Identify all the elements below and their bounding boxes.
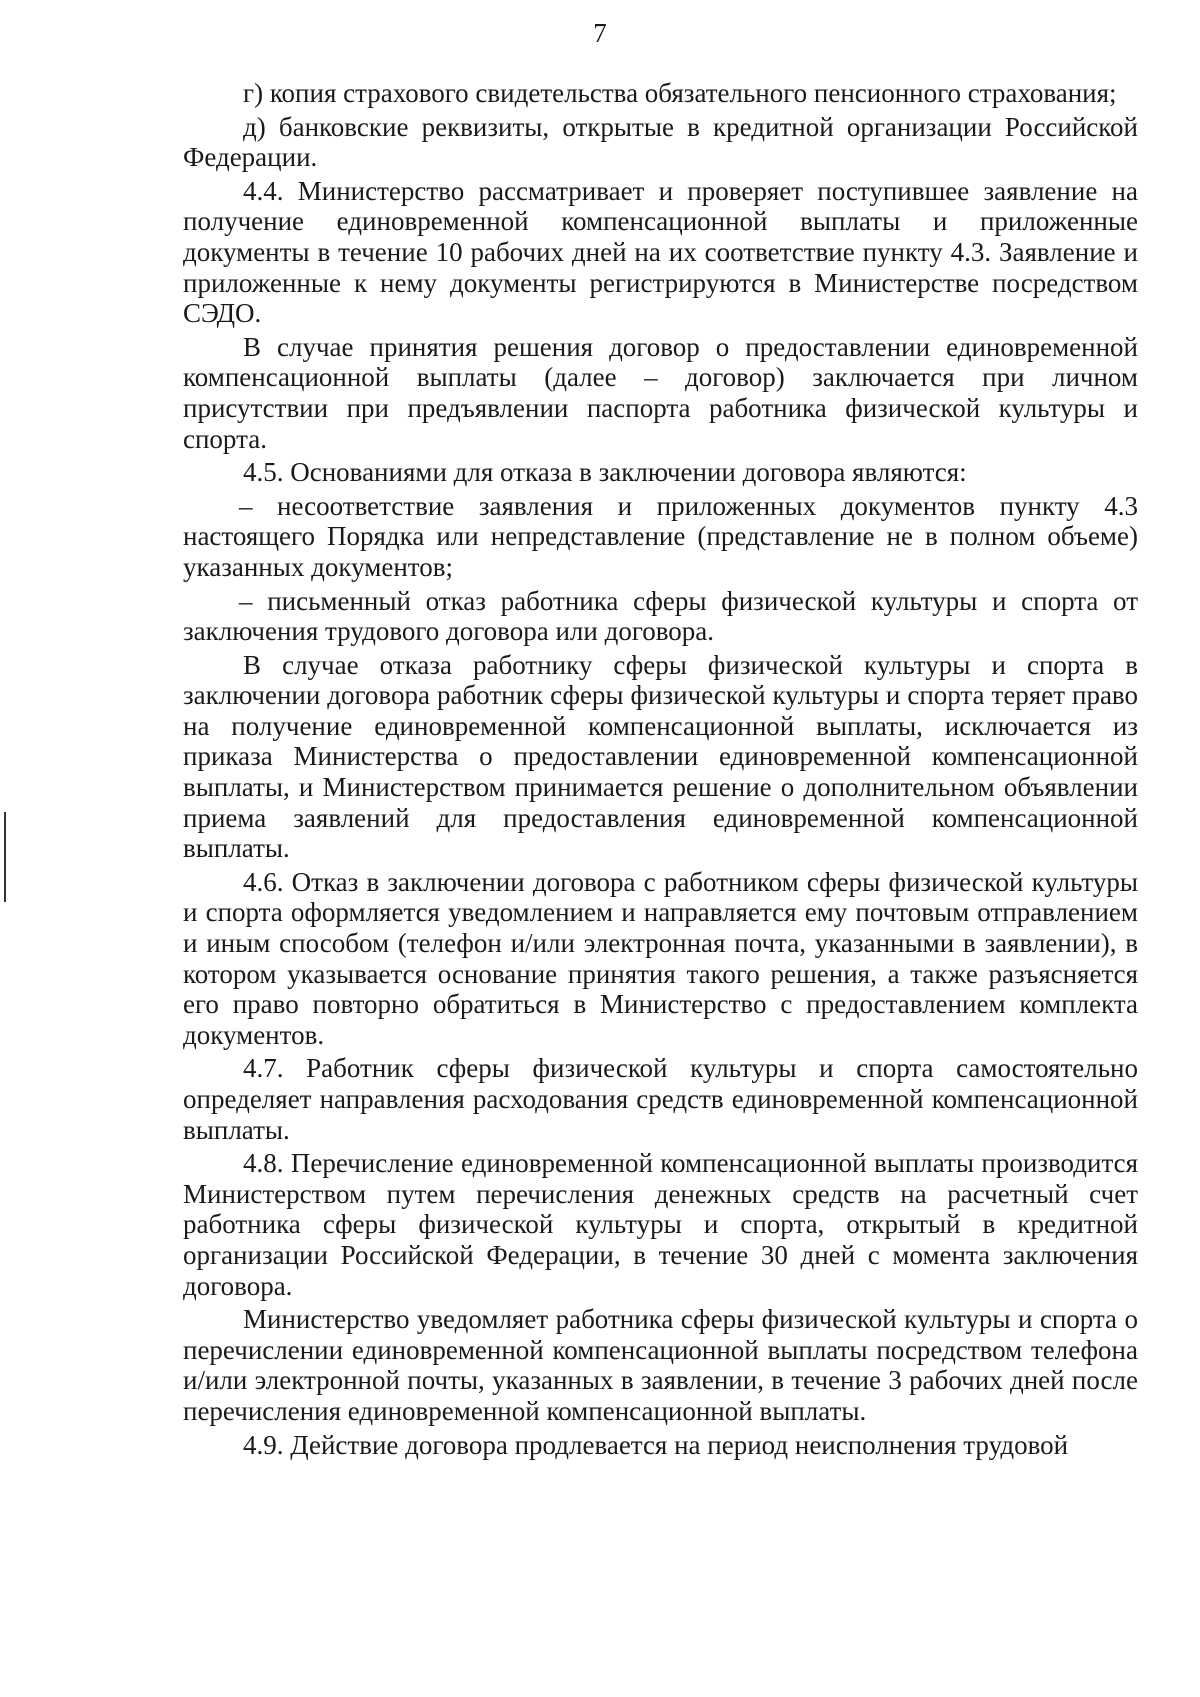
paragraph-item-d: д) банковские реквизиты, открытые в кредитной организации Российской Федерации. [183,111,1138,173]
document-body [183,78,1138,1463]
paragraph-4-8: 4.8. Перечисление единовременной компенсационной выплаты производится Министерством путем перечисления денежных средств на расчетный счет работника сферы физической культуры и спорта, открытый в кредитной организации Российской Федерации, в течение 30 дней с момента заключения договора. [183,1148,1138,1301]
paragraph-refusal-consequences: В случае отказа работнику сферы физической культуры и спорта в заключении договора работник сферы физической культуры и спорта теряет право на получение единовременной компенсационной выплаты, исключается из приказа Министерства о предоставлении единовременной компенсационной выплаты, и Министерством принимается решение о дополнительном объявлении приема заявлений для предоставления единовременной компенсационной выплаты. [183,649,1138,864]
list-item-refusal-reason-1: – несоответствие заявления и приложенных документов пункту 4.3 настоящего Порядка или непредставление (представление не в полном объеме) указанных документов; [183,490,1138,582]
scan-edge-mark [4,812,6,902]
paragraph-item-g: г) копия страхового свидетельства обязательного пенсионного страхования; [243,78,1117,108]
page-number: 7 [593,18,607,48]
paragraph-notification: Министерство уведомляет работника сферы физической культуры и спорта о перечислении единовременной компенсационной выплаты посредством телефона и/или электронной почты, указанных в заявлении, в течение 3 рабочих дней после перечисления единовременной компенсационной выплаты. [183,1304,1138,1426]
paragraph-4-9: 4.9. Действие договора продлевается на период неисполнения трудовой [243,1429,1069,1460]
paragraph-contract-conclusion: В случае принятия решения договор о предоставлении единовременной компенсационной выплаты (далее – договор) заключается при личном присутствии при предъявлении паспорта работника физической культуры и спорта. [183,331,1138,454]
paragraph-4-4: 4.4. Министерство рассматривает и проверяет поступившее заявление на получение единовременной компенсационной выплаты и приложенные документы в течение 10 рабочих дней на их соответствие пункту 4.3. Заявление и приложенные к нему документы регистрируются в Министерстве посредством СЭДО. [183,175,1138,329]
list-item-refusal-reason-2: – письменный отказ работника сферы физической культуры и спорта от заключения трудового договора или договора. [183,585,1138,647]
paragraph-4-7: 4.7. Работник сферы физической культуры и спорта самостоятельно определяет направления расходования средств единовременной компенсационной выплаты. [183,1053,1138,1145]
paragraph-4-5: 4.5. Основаниями для отказа в заключении договора являются: [243,457,967,488]
paragraph-4-6: 4.6. Отказ в заключении договора с работником сферы физической культуры и спорта оформляется уведомлением и направляется ему почтовым отправлением и иным способом (телефон и/или электронная почта, указанными в заявлении), в котором указывается основание принятия такого решения, а также разъясняется его право повторно обратиться в Министерство с предоставлением комплекта документов. [183,866,1138,1050]
